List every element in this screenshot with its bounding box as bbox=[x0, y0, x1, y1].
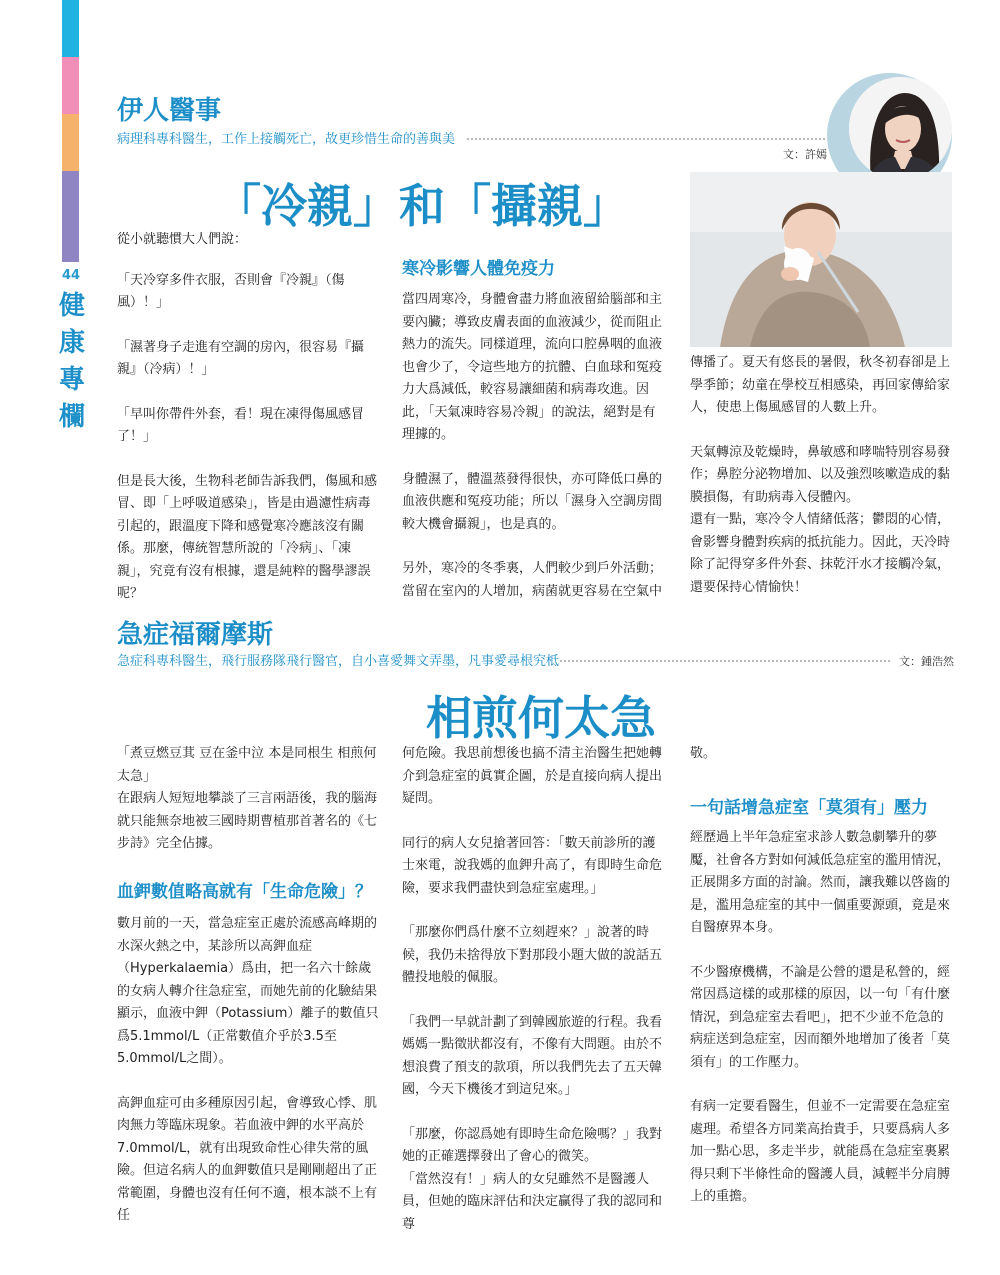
article-title: 相煎何太急 bbox=[426, 691, 656, 745]
paragraph: 還有一點，寒冷令人情緒低落；鬱悶的心情，會影響身體對疾病的抵抗能力。因此，天冷時除了記得穿多件外套、抹乾汗水才接觸冷氣，還要保持心情愉快！ bbox=[690, 512, 951, 595]
paragraph: 高鉀血症可由多種原因引起，會導致心悸、肌肉無力等臨床現象。若血液中鉀的水平高於7.0mmol/L，就有出現致命性心律失常的風險。但這名病人的血鉀數值只是剛剛超出了正常範圍，身體也沒有任何不適，根本談不上有任 bbox=[117, 1095, 378, 1223]
section-title-char: 欄 bbox=[58, 402, 85, 432]
paragraph: 「濕著身子走進有空調的房內，很容易『攝親』（冷病）！」 bbox=[117, 339, 365, 377]
section-title-char: 專 bbox=[58, 365, 85, 395]
paragraph: 不少醫療機構，不論是公營的還是私營的，經常因爲這樣的或那樣的原因，以一句「有什麼情況，到急症室去看吧」，把不少並不危急的病症送到急症室，因而額外地增加了後者「莫須有」的工作壓力。 bbox=[690, 964, 951, 1070]
paragraph: 何危險。我思前想後也搞不清主治醫生把她轉介到急症室的眞實企圖，於是直接向病人提出疑問。 bbox=[402, 746, 663, 806]
author-portrait-icon bbox=[849, 77, 952, 180]
article2-column-c-top: 敬。 bbox=[690, 746, 717, 761]
column-subtitle: 急症科專科醫生，飛行服務隊飛行醫官，自小喜愛舞文弄墨，凡事愛尋根究柢 bbox=[117, 654, 560, 669]
article2-subheading: 一句話增急症室「莫須有」壓力 bbox=[690, 798, 928, 818]
column-name: 伊人醫事 bbox=[117, 96, 222, 126]
article2-subheading: 血鉀數值略高就有「生命危險」？ bbox=[117, 882, 372, 902]
paragraph: 另外，寒冷的冬季裏，人們較少到戶外活動；當留在室內的人增加，病菌就更容易在空氣中 bbox=[402, 561, 663, 599]
section-title-vertical bbox=[58, 288, 86, 436]
paragraph: 從小就聽慣大人們說： bbox=[117, 232, 248, 247]
divider-dots bbox=[560, 660, 890, 662]
paragraph: 「我們一早就計劃了到韓國旅遊的行程。我看媽媽一點徵狀都沒有，不像有大問題。由於不想浪費了預支的款項，所以我們先去了五天韓國，今天下機後才到這兒來。」 bbox=[402, 1014, 663, 1097]
paragraph: 在跟病人短短地攀談了三言兩語後，我的腦海就只能無奈地被三國時期曹植那首著名的《七步詩》完全佔據。 bbox=[117, 791, 378, 851]
divider-dots bbox=[467, 138, 825, 140]
article-title: 「冷親」和「攝親」 bbox=[215, 179, 629, 233]
article2-column-a bbox=[117, 743, 382, 856]
paragraph: 傳播了。夏天有悠長的暑假，秋冬初春卻是上學季節；幼童在學校互相感染，再回家傳給家人，使患上傷風感冒的人數上升。 bbox=[690, 355, 951, 415]
side-bar-orange bbox=[62, 114, 79, 171]
paragraph: 當四周寒冷，身體會盡力將血液留給腦部和主要內臟；導致皮膚表面的血液減少，從而阻止熱力的流失。同樣道理，流向口腔鼻咽的血液也會少了，令這些地方的抗體、白血球和冤疫力大爲減低，較容易讓細菌和病毒攻進。因此，「天氣凍時容易冷親」的說法，絕對是有理據的。 bbox=[402, 292, 663, 442]
page-number: 44 bbox=[62, 268, 81, 283]
side-bar-purple bbox=[62, 171, 79, 262]
article1-column-c bbox=[690, 352, 953, 599]
author-byline: 文：許嫣 bbox=[783, 148, 827, 161]
paragraph: 同行的病人女兒搶著回答：「數天前診所的護士來電，說我媽的血鉀升高了，有即時生命危險，要求我們盡快到急症室處理。」 bbox=[402, 835, 663, 896]
side-bar-blue bbox=[62, 0, 79, 57]
paragraph: 「當然沒有！」病人的女兒雖然不是醫護人員，但她的臨床評估和決定贏得了我的認同和尊 bbox=[402, 1171, 663, 1232]
article1-column-b bbox=[402, 289, 667, 603]
paragraph: 但是長大後，生物科老師告訴我們，傷風和感冒、即「上呼吸道感染」，皆是由過濾性病毒引起的，跟溫度下降和感覺寒冷應該沒有關係。那麼，傳統智慧所說的「冷病」、「凍親」，究竟有沒有根據，還是純粹的醫學謬誤呢？ bbox=[117, 473, 378, 601]
article2-column-c bbox=[690, 827, 953, 1209]
section-title-char: 健 bbox=[58, 291, 85, 321]
side-bar-pink bbox=[62, 57, 79, 114]
paragraph: 數月前的一天，當急症室正處於流感高峰期的水深火熱之中，某診所以高鉀血症（Hyperkalaemia）爲由，把一名六十餘歲的女病人轉介往急症室，而她先前的化驗結果顯示，血液中鉀（Potassium）離子的數值只爲5.1mmol/L（正常數值介乎於3.5至5.0mmol/L之間）。 bbox=[117, 916, 379, 1066]
paragraph: 「煮豆燃豆萁 豆在釜中泣 本是同根生 相煎何太急」 bbox=[117, 746, 377, 784]
article2-column-b bbox=[402, 743, 667, 1236]
section-title-char: 康 bbox=[58, 328, 85, 358]
paragraph: 「那麼，你認爲她有即時生命危險嗎？」我對她的正確選擇發出了會心的微笑。 bbox=[402, 1126, 663, 1164]
article1-column-a bbox=[117, 229, 382, 606]
article-photo bbox=[690, 172, 952, 347]
article2-column-a-cont bbox=[117, 913, 382, 1228]
paragraph: 「那麼你們爲什麼不立刻趕來？」說著的時候，我仍未捨得放下對那段小題大做的說話五體投地般的佩服。 bbox=[402, 925, 663, 985]
column-subtitle: 病理科專科醫生，工作上接觸死亡，故更珍惜生命的善與美 bbox=[117, 132, 456, 147]
paragraph: 經歷過上半年急症室求診人數急劇攀升的夢魘，社會各方對如何減低急症室的濫用情況，正展開多方面的討論。然而，讓我難以啓齒的是，濫用急症室的其中一個重要源頭，竟是來自醫療界本身。 bbox=[690, 830, 951, 935]
paragraph: 天氣轉涼及乾燥時，鼻敏感和哮喘特別容易發作；鼻腔分泌物增加、以及強烈咳嗽造成的黏膜損傷，有助病毒入侵體內。 bbox=[690, 444, 951, 505]
article1-subheading: 寒冷影響人體免疫力 bbox=[402, 259, 555, 279]
author-byline: 文：鍾浩然 bbox=[899, 655, 954, 668]
sick-woman-photo-icon bbox=[690, 172, 952, 347]
column-name: 急症福爾摩斯 bbox=[117, 620, 274, 650]
paragraph: 有病一定要看醫生，但並不一定需要在急症室處理。希望各方同業高抬貴手，只要爲病人多加一點心思，多走半步，就能爲在急症室裏累得只剩下半條性命的醫護人員，減輕半分肩膊上的重擔。 bbox=[690, 1099, 951, 1204]
paragraph: 「早叫你帶件外套，看！現在凍得傷風感冒了！」 bbox=[117, 406, 365, 444]
paragraph: 身體濕了，體溫蒸發得很快，亦可降低口鼻的血液供應和冤疫功能；所以「濕身入空調房間較大機會攝親」，也是真的。 bbox=[402, 471, 663, 532]
author-avatar bbox=[849, 77, 952, 180]
paragraph: 「天冷穿多件衣服，否則會『冷親』（傷風）！」 bbox=[117, 272, 345, 310]
